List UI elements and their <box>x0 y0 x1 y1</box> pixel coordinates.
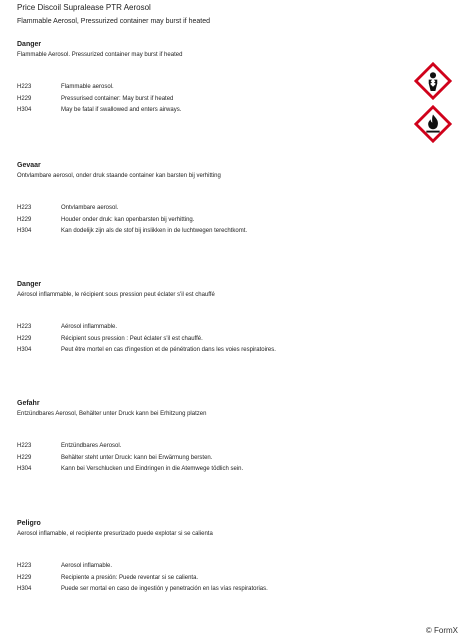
hazard-section-de <box>17 399 407 476</box>
hazard-text: Récipient sous pression : Peut éclater s'il est chauffé. <box>61 335 203 342</box>
hazard-statement-list <box>17 322 407 357</box>
hazard-section-fr <box>17 280 407 357</box>
copyright-footer: © FormX <box>425 626 458 635</box>
hazard-description: Ontvlambare aerosol, onder druk staande container kan barsten bij verhitting <box>17 173 221 179</box>
hazard-text: Recipiente a presión: Puede reventar si se calienta. <box>61 574 199 581</box>
hazard-code: H229 <box>17 216 32 223</box>
flame-icon <box>414 105 452 143</box>
hazard-text: Houder onder druk: kan openbarsten bij verhitting. <box>61 216 195 223</box>
hazard-code: H223 <box>17 84 32 90</box>
signal-word: Danger <box>17 281 42 288</box>
hazard-statement <box>17 215 407 227</box>
hazard-code: H304 <box>17 107 32 113</box>
hazard-statement <box>17 203 407 215</box>
hazard-code: H223 <box>17 205 32 211</box>
hazard-statement <box>17 322 407 334</box>
hazard-statement-list <box>17 82 407 117</box>
hazard-code: H229 <box>17 454 32 461</box>
health-hazard-icon <box>414 62 452 100</box>
hazard-description: Flammable Aerosol. Pressurized container may burst if heated <box>17 52 183 58</box>
hazard-statement <box>17 82 407 94</box>
hazard-text: Aérosol inflammable. <box>61 324 118 330</box>
hazard-text: Peut être mortel en cas d'ingestion et de pénétration dans les voies respiratoires. <box>61 347 276 353</box>
signal-word: Peligro <box>17 520 41 527</box>
hazard-code: H229 <box>17 574 32 581</box>
hazard-code: H304 <box>17 347 32 353</box>
hazard-description: Aérosol inflammable, le récipient sous pression peut éclater s'il est chauffé <box>17 292 215 298</box>
hazard-description: Entzündbares Aerosol, Behälter unter Druck kann bei Erhitzung platzen <box>17 411 207 417</box>
hazard-text: Entzündbares Aerosol. <box>61 443 122 449</box>
hazard-text: Pressurised container: May burst if heated <box>61 95 174 102</box>
hazard-statement-list <box>17 561 407 596</box>
signal-word: Gefahr <box>17 400 40 407</box>
hazard-text: Behälter steht unter Druck: kann bei Erwärmung bersten. <box>61 454 213 461</box>
hazard-text: Puede ser mortal en caso de ingestión y penetración en las vías respiratorias. <box>61 586 268 592</box>
hazard-code: H229 <box>17 335 32 342</box>
hazard-statement <box>17 94 407 106</box>
hazard-code: H229 <box>17 95 32 102</box>
hazard-code: H304 <box>17 466 32 472</box>
hazard-text: Flammable aerosol. <box>61 84 114 90</box>
hazard-text: Kan dodelijk zijn als de stof bij inslikken in de luchtwegen terechtkomt. <box>61 228 248 234</box>
hazard-text: Aerosol inflamable. <box>61 563 113 569</box>
hazard-statement <box>17 226 407 238</box>
signal-word: Danger <box>17 41 42 48</box>
hazard-statement <box>17 334 407 346</box>
hazard-text: Kann bei Verschlucken und Eindringen in die Atemwege tödlich sein. <box>61 466 244 472</box>
hazard-code: H223 <box>17 443 32 449</box>
signal-word: Gevaar <box>17 162 41 169</box>
page-subtitle: Flammable Aerosol, Pressurized container may burst if heated <box>17 18 210 25</box>
hazard-code: H223 <box>17 563 32 569</box>
hazard-code: H304 <box>17 586 32 592</box>
hazard-code: H304 <box>17 228 32 234</box>
hazard-statement <box>17 453 407 465</box>
hazard-section-es <box>17 519 407 596</box>
hazard-statement <box>17 464 407 476</box>
hazard-statement <box>17 584 407 596</box>
hazard-statement <box>17 345 407 357</box>
hazard-statement <box>17 105 407 117</box>
hazard-text: May be fatal if swallowed and enters airways. <box>61 107 182 113</box>
page-title: Price Discoil Supralease PTR Aerosol <box>17 3 151 12</box>
hazard-statement-list <box>17 203 407 238</box>
hazard-section-en <box>17 40 407 117</box>
hazard-section-nl <box>17 161 407 238</box>
hazard-code: H223 <box>17 324 32 330</box>
ghs-pictograms <box>414 62 452 148</box>
hazard-statement <box>17 441 407 453</box>
hazard-statement <box>17 561 407 573</box>
hazard-statement <box>17 573 407 585</box>
hazard-text: Ontvlambare aerosol. <box>61 205 119 211</box>
hazard-statement-list <box>17 441 407 476</box>
hazard-description: Aerosol inflamable, el recipiente presurizado puede explotar si se calienta <box>17 531 213 537</box>
